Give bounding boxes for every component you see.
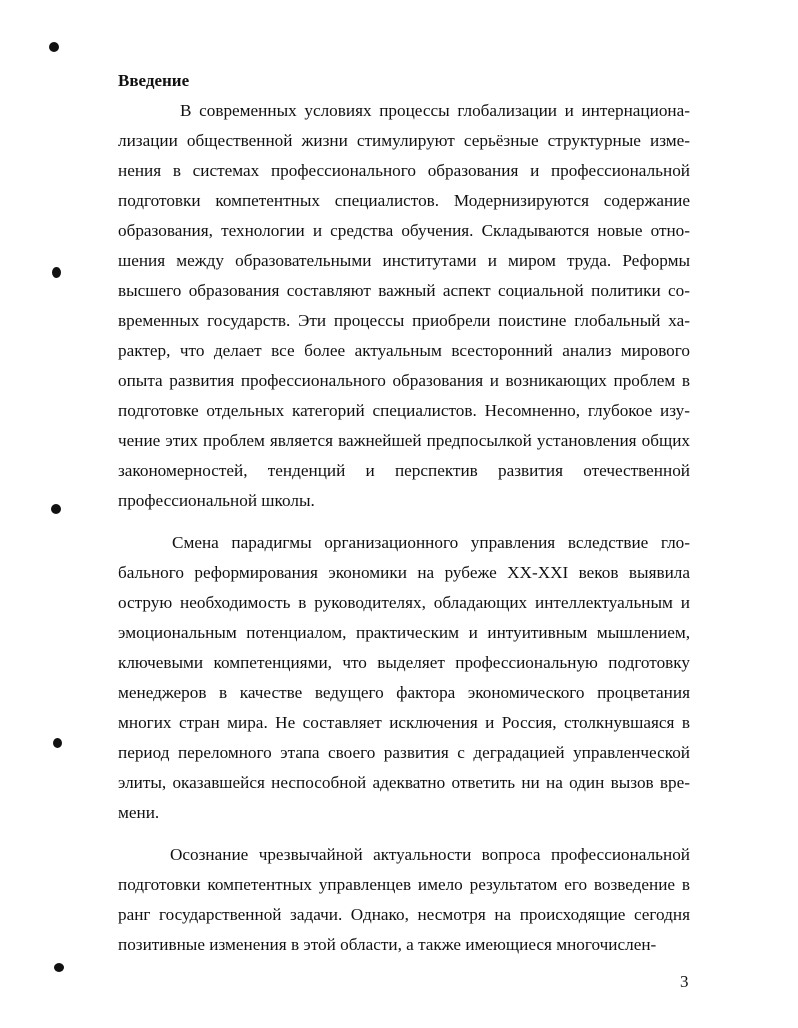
binder-hole-mark bbox=[52, 267, 61, 278]
paragraph-1: В современных условиях процессы глобализации и интернационализации общественной жизни стимулируют серьёзные структурные изменения в системах профессионального образования и профессиональной подготовки компетентных специалистов. Модернизируются содержание образования, технологии и средства обучения. Складываются новые отношения между образовательными институтами и миром труда. Реформы высшего образования составляют важный аспект социальной политики современных государств. Эти процессы приобрели поистине глобальный характер, что делает все более актуальным всесторонний анализ мирового опыта развития профессионального образования и возникающих проблем в подготовке отдельных категорий специалистов. Несомненно, глубокое изучение этих проблем является важнейшей предпосылкой установления общих закономерностей, тенденций и перспектив развития отечественной профессиональной школы. bbox=[118, 101, 690, 510]
paragraph-3: Осознание чрезвычайной актуальности вопроса профессиональной подготовки компетентных управленцев имело результатом его возведение в ранг государственной задачи. Однако, несмотря на происходящие сегодня позитивные изменения в этой области, а также имеющиеся многочислен- bbox=[118, 845, 690, 954]
body-text bbox=[118, 66, 690, 960]
binder-hole-mark bbox=[53, 738, 62, 748]
binder-hole-mark bbox=[49, 42, 59, 52]
page-number: 3 bbox=[680, 972, 689, 991]
binder-hole-mark bbox=[54, 963, 64, 972]
binder-hole-mark bbox=[51, 504, 61, 514]
section-heading: Введение bbox=[118, 71, 190, 90]
paragraph-2: Смена парадигмы организационного управления вследствие глобального реформирования экономики на рубеже XX-XXI веков выявила острую необходимость в руководителях, обладающих интеллектуальным и эмоциональным потенциалом, практическим и интуитивным мышлением, ключевыми компетенциями, что выделяет профессиональную подготовку менеджеров в качестве ведущего фактора экономического процветания многих стран мира. Не составляет исключения и Россия, столкнувшаяся в период переломного этапа своего развития с деградацией управленческой элиты, оказавшейся неспособной адекватно ответить ни на один вызов времени. bbox=[118, 533, 690, 822]
